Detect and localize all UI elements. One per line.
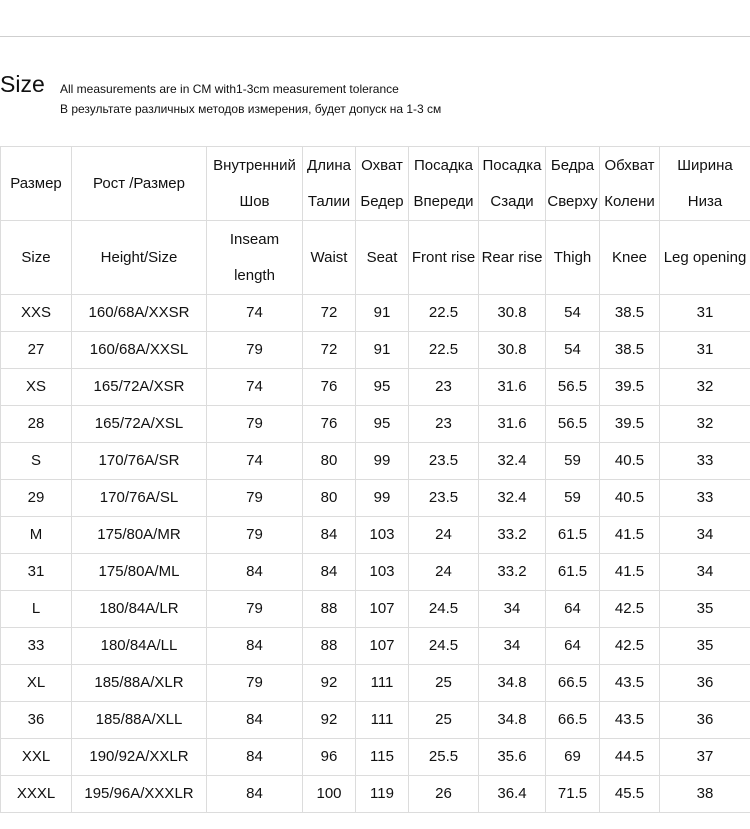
cell-size: S [1, 443, 72, 480]
cell-inseam: 79 [207, 332, 303, 369]
cell-inseam: 79 [207, 480, 303, 517]
cell-knee: 42.5 [600, 628, 660, 665]
cell-knee: 42.5 [600, 591, 660, 628]
header-label: Длина [307, 156, 351, 174]
table-row [1, 702, 750, 739]
cell-size: 36 [1, 702, 72, 739]
cell-rear-rise: 35.6 [479, 739, 546, 776]
header-cell-front-rise [409, 147, 479, 221]
size-chart-table [0, 146, 750, 813]
cell-height-size: 160/68A/XXSL [72, 332, 207, 369]
cell-size: XXXL [1, 776, 72, 813]
cell-rear-rise: 31.6 [479, 369, 546, 406]
top-divider [0, 36, 750, 37]
cell-seat: 111 [356, 702, 409, 739]
cell-seat: 99 [356, 480, 409, 517]
cell-knee: 41.5 [600, 517, 660, 554]
header-cell-knee [600, 221, 660, 295]
header-label: Рост /Размер [93, 174, 185, 192]
cell-waist: 88 [303, 628, 356, 665]
cell-height-size: 195/96A/XXXLR [72, 776, 207, 813]
cell-seat: 95 [356, 369, 409, 406]
cell-knee: 40.5 [600, 480, 660, 517]
cell-waist: 92 [303, 665, 356, 702]
header-label: Inseam [229, 230, 280, 248]
cell-leg-opening: 31 [660, 332, 750, 369]
cell-front-rise: 24.5 [409, 591, 479, 628]
cell-rear-rise: 34.8 [479, 665, 546, 702]
header-label: Размер [10, 174, 62, 192]
header-cell-waist [303, 147, 356, 221]
cell-seat: 115 [356, 739, 409, 776]
header-label: Бедра [550, 156, 595, 174]
header-cell-seat [356, 147, 409, 221]
header-label: Бедер [360, 192, 404, 210]
cell-leg-opening: 32 [660, 369, 750, 406]
cell-knee: 44.5 [600, 739, 660, 776]
cell-leg-opening: 38 [660, 776, 750, 813]
cell-thigh: 61.5 [546, 517, 600, 554]
cell-front-rise: 25.5 [409, 739, 479, 776]
cell-size: 27 [1, 332, 72, 369]
cell-inseam: 84 [207, 554, 303, 591]
header-label: Колени [604, 192, 655, 210]
cell-height-size: 165/72A/XSL [72, 406, 207, 443]
cell-thigh: 59 [546, 480, 600, 517]
table-row [1, 480, 750, 517]
cell-front-rise: 26 [409, 776, 479, 813]
header-cell-height-size [72, 221, 207, 295]
header-label: Посадка [414, 156, 473, 174]
cell-size: XL [1, 665, 72, 702]
page-title: Size [0, 71, 45, 97]
cell-leg-opening: 34 [660, 554, 750, 591]
cell-seat: 103 [356, 554, 409, 591]
table-row [1, 406, 750, 443]
cell-rear-rise: 30.8 [479, 295, 546, 332]
cell-thigh: 54 [546, 295, 600, 332]
cell-thigh: 59 [546, 443, 600, 480]
cell-knee: 45.5 [600, 776, 660, 813]
header-label: Thigh [553, 248, 592, 266]
cell-front-rise: 23.5 [409, 480, 479, 517]
cell-leg-opening: 35 [660, 591, 750, 628]
cell-thigh: 64 [546, 628, 600, 665]
cell-waist: 80 [303, 443, 356, 480]
cell-knee: 41.5 [600, 554, 660, 591]
cell-rear-rise: 32.4 [479, 480, 546, 517]
table-row [1, 591, 750, 628]
header-label: Ширина [677, 156, 733, 174]
header-cell-thigh [546, 221, 600, 295]
cell-knee: 39.5 [600, 369, 660, 406]
table-row [1, 332, 750, 369]
header-label: Шов [239, 192, 270, 210]
table-row [1, 295, 750, 332]
cell-rear-rise: 32.4 [479, 443, 546, 480]
cell-seat: 91 [356, 295, 409, 332]
cell-waist: 96 [303, 739, 356, 776]
cell-size: 31 [1, 554, 72, 591]
cell-waist: 76 [303, 406, 356, 443]
header-cell-seat [356, 221, 409, 295]
cell-rear-rise: 36.4 [479, 776, 546, 813]
cell-thigh: 66.5 [546, 665, 600, 702]
header-row-english [1, 221, 750, 295]
cell-leg-opening: 31 [660, 295, 750, 332]
cell-height-size: 170/76A/SR [72, 443, 207, 480]
cell-thigh: 54 [546, 332, 600, 369]
cell-seat: 107 [356, 591, 409, 628]
cell-inseam: 84 [207, 628, 303, 665]
table-row [1, 776, 750, 813]
table-row [1, 443, 750, 480]
cell-front-rise: 23 [409, 369, 479, 406]
cell-inseam: 84 [207, 776, 303, 813]
header-label: Посадка [482, 156, 542, 174]
header-label: Обхват [604, 156, 655, 174]
cell-waist: 100 [303, 776, 356, 813]
cell-inseam: 79 [207, 406, 303, 443]
cell-leg-opening: 33 [660, 443, 750, 480]
cell-waist: 72 [303, 295, 356, 332]
cell-leg-opening: 33 [660, 480, 750, 517]
cell-inseam: 74 [207, 369, 303, 406]
header-label: Size [21, 248, 51, 266]
header-cell-waist [303, 221, 356, 295]
header-label: Сзади [490, 192, 534, 210]
header-label: Leg opening [663, 248, 747, 266]
cell-thigh: 66.5 [546, 702, 600, 739]
header-label: Впереди [413, 192, 474, 210]
cell-thigh: 56.5 [546, 406, 600, 443]
header-cell-rear-rise [479, 221, 546, 295]
cell-rear-rise: 33.2 [479, 554, 546, 591]
cell-front-rise: 25 [409, 665, 479, 702]
cell-front-rise: 24 [409, 554, 479, 591]
cell-inseam: 84 [207, 702, 303, 739]
note-russian: В результате различных методов измерения, будет допуск на 1-3 см [60, 102, 442, 116]
header-label: Талии [307, 192, 351, 210]
cell-height-size: 185/88A/XLR [72, 665, 207, 702]
cell-inseam: 79 [207, 591, 303, 628]
header-cell-inseam [207, 221, 303, 295]
table-row [1, 739, 750, 776]
cell-seat: 111 [356, 665, 409, 702]
cell-leg-opening: 34 [660, 517, 750, 554]
table-row [1, 554, 750, 591]
cell-leg-opening: 32 [660, 406, 750, 443]
header-label: Охват [361, 156, 403, 174]
cell-rear-rise: 34 [479, 591, 546, 628]
cell-seat: 99 [356, 443, 409, 480]
cell-seat: 91 [356, 332, 409, 369]
cell-front-rise: 23.5 [409, 443, 479, 480]
header-label: length [234, 266, 275, 284]
cell-front-rise: 23 [409, 406, 479, 443]
cell-inseam: 84 [207, 739, 303, 776]
cell-leg-opening: 36 [660, 702, 750, 739]
cell-size: 28 [1, 406, 72, 443]
cell-front-rise: 22.5 [409, 295, 479, 332]
table-row [1, 369, 750, 406]
cell-height-size: 190/92A/XXLR [72, 739, 207, 776]
header-label: Waist [310, 248, 348, 266]
cell-waist: 84 [303, 517, 356, 554]
cell-leg-opening: 37 [660, 739, 750, 776]
cell-rear-rise: 33.2 [479, 517, 546, 554]
cell-height-size: 165/72A/XSR [72, 369, 207, 406]
header-label: Низа [687, 192, 723, 210]
cell-size: L [1, 591, 72, 628]
header-cell-rear-rise [479, 147, 546, 221]
cell-height-size: 160/68A/XXSR [72, 295, 207, 332]
header-cell-size [1, 221, 72, 295]
header-label: Front rise [411, 248, 476, 266]
cell-size: XS [1, 369, 72, 406]
cell-rear-rise: 34.8 [479, 702, 546, 739]
table-row [1, 665, 750, 702]
table-row [1, 517, 750, 554]
cell-thigh: 56.5 [546, 369, 600, 406]
cell-rear-rise: 34 [479, 628, 546, 665]
measurement-notes [60, 79, 441, 119]
header-label: Knee [611, 248, 648, 266]
cell-waist: 92 [303, 702, 356, 739]
cell-height-size: 175/80A/MR [72, 517, 207, 554]
cell-size: 33 [1, 628, 72, 665]
cell-thigh: 61.5 [546, 554, 600, 591]
cell-leg-opening: 35 [660, 628, 750, 665]
cell-height-size: 185/88A/XLL [72, 702, 207, 739]
cell-inseam: 74 [207, 295, 303, 332]
cell-size: XXL [1, 739, 72, 776]
cell-front-rise: 22.5 [409, 332, 479, 369]
header-cell-inseam [207, 147, 303, 221]
cell-inseam: 79 [207, 517, 303, 554]
cell-knee: 38.5 [600, 295, 660, 332]
header-label: Seat [366, 248, 398, 266]
table-row [1, 628, 750, 665]
header-cell-height-size [72, 147, 207, 221]
header-row-russian [1, 147, 750, 221]
cell-seat: 103 [356, 517, 409, 554]
header-label: Сверху [547, 192, 598, 210]
cell-knee: 38.5 [600, 332, 660, 369]
cell-seat: 119 [356, 776, 409, 813]
cell-front-rise: 24 [409, 517, 479, 554]
header-cell-thigh [546, 147, 600, 221]
cell-knee: 43.5 [600, 665, 660, 702]
cell-inseam: 74 [207, 443, 303, 480]
cell-waist: 80 [303, 480, 356, 517]
cell-inseam: 79 [207, 665, 303, 702]
header-cell-knee [600, 147, 660, 221]
header-cell-leg-opening [660, 147, 750, 221]
note-english: All measurements are in CM with1-3cm measurement tolerance [60, 82, 399, 96]
header-label: Height/Size [100, 248, 178, 266]
cell-seat: 107 [356, 628, 409, 665]
cell-knee: 40.5 [600, 443, 660, 480]
header-label: Rear rise [481, 248, 543, 266]
cell-waist: 76 [303, 369, 356, 406]
cell-height-size: 170/76A/SL [72, 480, 207, 517]
cell-rear-rise: 30.8 [479, 332, 546, 369]
cell-size: M [1, 517, 72, 554]
cell-leg-opening: 36 [660, 665, 750, 702]
header-cell-leg-opening [660, 221, 750, 295]
cell-front-rise: 24.5 [409, 628, 479, 665]
cell-seat: 95 [356, 406, 409, 443]
cell-size: XXS [1, 295, 72, 332]
cell-waist: 88 [303, 591, 356, 628]
cell-size: 29 [1, 480, 72, 517]
cell-waist: 72 [303, 332, 356, 369]
cell-waist: 84 [303, 554, 356, 591]
cell-thigh: 71.5 [546, 776, 600, 813]
cell-height-size: 180/84A/LR [72, 591, 207, 628]
cell-knee: 43.5 [600, 702, 660, 739]
header-label: Внутренний [213, 156, 296, 174]
cell-height-size: 180/84A/LL [72, 628, 207, 665]
cell-thigh: 64 [546, 591, 600, 628]
header-cell-front-rise [409, 221, 479, 295]
header-cell-size [1, 147, 72, 221]
cell-rear-rise: 31.6 [479, 406, 546, 443]
cell-knee: 39.5 [600, 406, 660, 443]
cell-thigh: 69 [546, 739, 600, 776]
cell-front-rise: 25 [409, 702, 479, 739]
cell-height-size: 175/80A/ML [72, 554, 207, 591]
